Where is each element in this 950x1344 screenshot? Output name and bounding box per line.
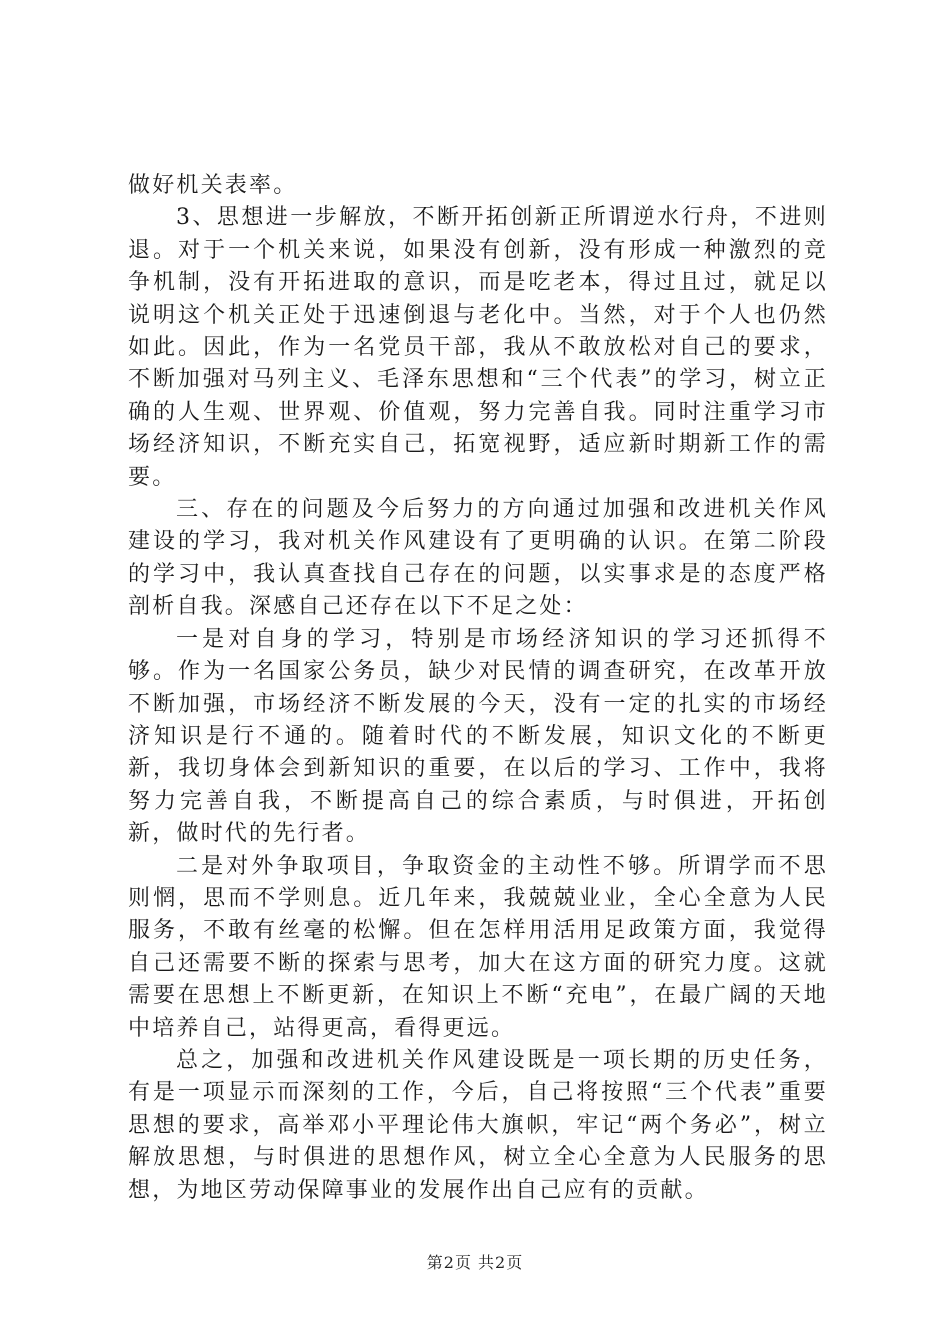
paragraph-point-one: 一是对自身的学习，特别是市场经济知识的学习还抓得不够。作为一名国家公务员，缺少对民情的调查研究，在改革开放不断加强，市场经济不断发展的今天，没有一定的扎实的市场经济知识是行不通的。随着时代的不断发展，知识文化的不断更新，我切身体会到新知识的重要，在以后的学习、工作中，我将努力完善自我，不断提高自己的综合素质，与时俱进，开拓创新，做时代的先行者。 [128, 626, 828, 847]
paragraph-thought-liberation: 3、思想进一步解放，不断开拓创新正所谓逆水行舟，不进则退。对于一个机关来说，如果没有创新，没有形成一种激烈的竞争机制，没有开拓进取的意识，而是吃老本，得过且过，就足以说明这个机关正处于迅速倒退与老化中。当然，对于个人也仍然如此。因此，作为一名党员干部，我从不敢放松对自己的要求，不断加强对马列主义、毛泽东思想和“三个代表”的学习，树立正确的人生观、世界观、价值观，努力完善自我。同时注重学习市场经济知识，不断充实自己，拓宽视野，适应新时期新工作的需要。 [128, 205, 828, 490]
paragraph-continuation: 做好机关表率。 [128, 173, 298, 198]
paragraph-conclusion: 总之，加强和改进机关作风建设既是一项长期的历史任务，有是一项显示而深刻的工作，今后，自己将按照“三个代表”重要思想的要求，高举邓小平理论伟大旗帜，牢记“两个务必”，树立解放思想，与时俱进的思想作风，树立全心全意为人民服务的思想，为地区劳动保障事业的发展作出自己应有的贡献。 [128, 1047, 828, 1203]
document-body [128, 170, 828, 1207]
paragraph-problems-and-direction: 三、存在的问题及今后努力的方向通过加强和改进机关作风建设的学习，我对机关作风建设有了更明确的认识。在第二阶段的学习中，我认真查找自己存在的问题，以实事求是的态度严格剖析自我。深感自己还存在以下不足之处： [128, 497, 828, 620]
page-number-footer: 第2页 共2页 [426, 1253, 524, 1272]
paragraph-point-two: 二是对外争取项目，争取资金的主动性不够。所谓学而不思则惘，思而不学则息。近几年来，我兢兢业业，全心全意为人民服务，不敢有丝毫的松懈。但在怎样用活用足政策方面，我觉得自己还需要不断的探索与思考，加大在这方面的研究力度。这就需要在思想上不断更新，在知识上不断“充电”，在最广阔的天地中培养自己，站得更高，看得更远。 [128, 853, 828, 1041]
